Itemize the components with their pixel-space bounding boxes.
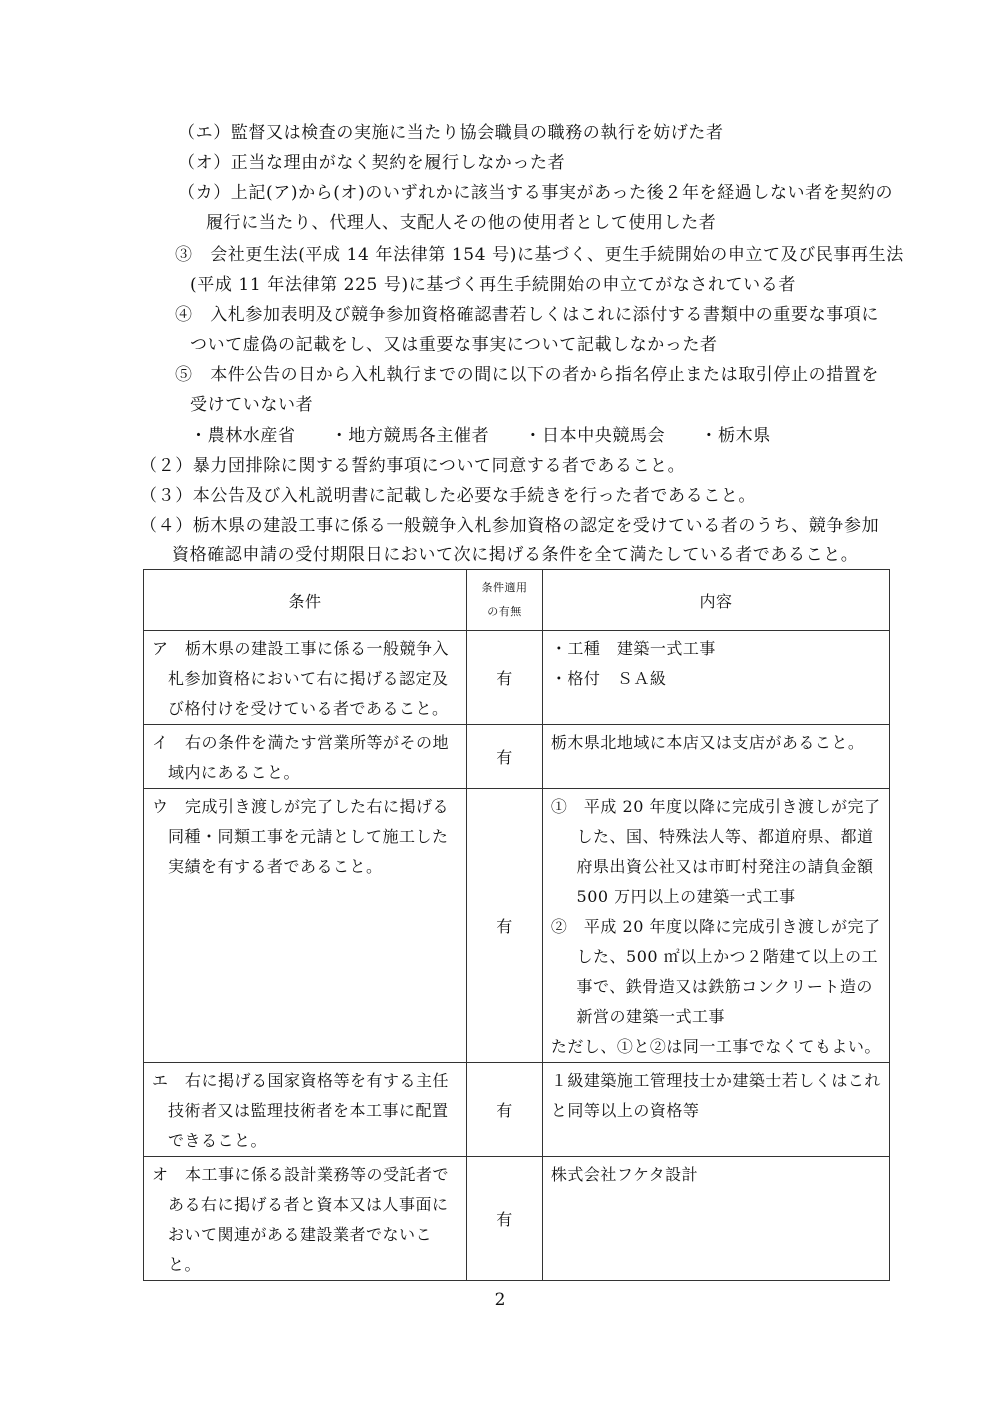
table-row bbox=[144, 789, 890, 1063]
text-line: （２）暴力団排除に関する誓約事項について同意する者であること。 bbox=[140, 456, 686, 476]
text-line: ついて虚偽の記載をし、又は重要な事実について記載しなかった者 bbox=[190, 335, 718, 355]
condition-text: エ 右に掲げる国家資格等を有する主任技術者又は監理技術者を本工事に配置できること。 bbox=[152, 1071, 450, 1150]
header-applies bbox=[467, 570, 543, 631]
condition-text: オ 本工事に係る設計業務等の受託者である右に掲げる者と資本又は人事面において関連がある建設業者でないこと。 bbox=[152, 1165, 450, 1274]
condition-text: ア 栃木県の建設工事に係る一般競争入札参加資格において右に掲げる認定及び格付けを受けている者であること。 bbox=[152, 639, 450, 718]
condition-text: ウ 完成引き渡しが完了した右に掲げる同種・同類工事を元請として施工した実績を有する者であること。 bbox=[152, 797, 450, 876]
table-row bbox=[144, 1157, 890, 1281]
table-row bbox=[144, 1063, 890, 1157]
header-applies-line1: 条件適用 bbox=[481, 581, 528, 594]
page-number: 2 bbox=[494, 1290, 506, 1310]
applies-value: 有 bbox=[467, 1063, 543, 1157]
text-line: (平成 11 年法律第 225 号)に基づく再生手続開始の申立てがなされている者 bbox=[190, 275, 796, 295]
content-line: ・工種 建築一式工事 bbox=[550, 639, 716, 658]
header-content: 内容 bbox=[542, 570, 889, 631]
text-line: （４）栃木県の建設工事に係る一般競争入札参加資格の認定を受けている者のうち、競争参加 bbox=[140, 516, 880, 536]
content-line: 栃木県北地域に本店又は支店があること。 bbox=[550, 733, 865, 752]
content-line: 株式会社フケタ設計 bbox=[550, 1165, 699, 1184]
table-header-row bbox=[144, 570, 890, 631]
table-row bbox=[144, 725, 890, 789]
text-line: （エ）監督又は検査の実施に当たり協会職員の職務の執行を妨げた者 bbox=[178, 123, 724, 143]
text-line: ④ 入札参加表明及び競争参加資格確認書若しくはこれに添付する書類中の重要な事項に bbox=[175, 305, 879, 325]
header-applies-line2: の有無 bbox=[487, 605, 522, 618]
applies-value: 有 bbox=[467, 725, 543, 789]
content-line: ・格付 ＳＡ級 bbox=[550, 669, 667, 688]
text-line: （オ）正当な理由がなく契約を履行しなかった者 bbox=[178, 153, 566, 173]
condition-text: イ 右の条件を満たす営業所等がその地域内にあること。 bbox=[152, 733, 450, 782]
content-line: １級建築施工管理技士か建築士若しくはこれと同等以上の資格等 bbox=[550, 1071, 881, 1120]
applies-value: 有 bbox=[467, 789, 543, 1063]
text-line: 履行に当たり、代理人、支配人その他の使用者として使用した者 bbox=[206, 213, 717, 233]
content-line: ① 平成 20 年度以降に完成引き渡しが完了した、国、特殊法人等、都道府県、都道府県出資公社又は市町村発注の請負金額 500 万円以上の建築一式工事 bbox=[550, 797, 881, 906]
content-line: ② 平成 20 年度以降に完成引き渡しが完了した、500 ㎡以上かつ２階建て以上の工事で、鉄骨造又は鉄筋コンクリート造の新営の建築一式工事 bbox=[550, 917, 881, 1026]
text-line: （カ）上記(ア)から(オ)のいずれかに該当する事実があった後２年を経過しない者を契約の bbox=[178, 183, 894, 203]
applies-value: 有 bbox=[467, 1157, 543, 1281]
applies-value: 有 bbox=[467, 631, 543, 725]
content-line: ただし、①と②は同一工事でなくてもよい。 bbox=[550, 1037, 881, 1056]
table-row bbox=[144, 631, 890, 725]
text-line: ③ 会社更生法(平成 14 年法律第 154 号)に基づく、更生手続開始の申立て及び民事再生法 bbox=[175, 245, 904, 265]
text-line: ・農林水産省 ・地方競馬各主催者 ・日本中央競馬会 ・栃木県 bbox=[190, 426, 771, 446]
text-line: ⑤ 本件公告の日から入札執行までの間に以下の者から指名停止または取引停止の措置を bbox=[175, 365, 879, 385]
header-condition: 条件 bbox=[144, 570, 467, 631]
text-line: 資格確認申請の受付期限日において次に掲げる条件を全て満たしている者であること。 bbox=[172, 545, 859, 565]
conditions-table bbox=[143, 569, 890, 1281]
text-line: 受けていない者 bbox=[190, 395, 314, 415]
text-line: （３）本公告及び入札説明書に記載した必要な手続きを行った者であること。 bbox=[140, 486, 756, 506]
